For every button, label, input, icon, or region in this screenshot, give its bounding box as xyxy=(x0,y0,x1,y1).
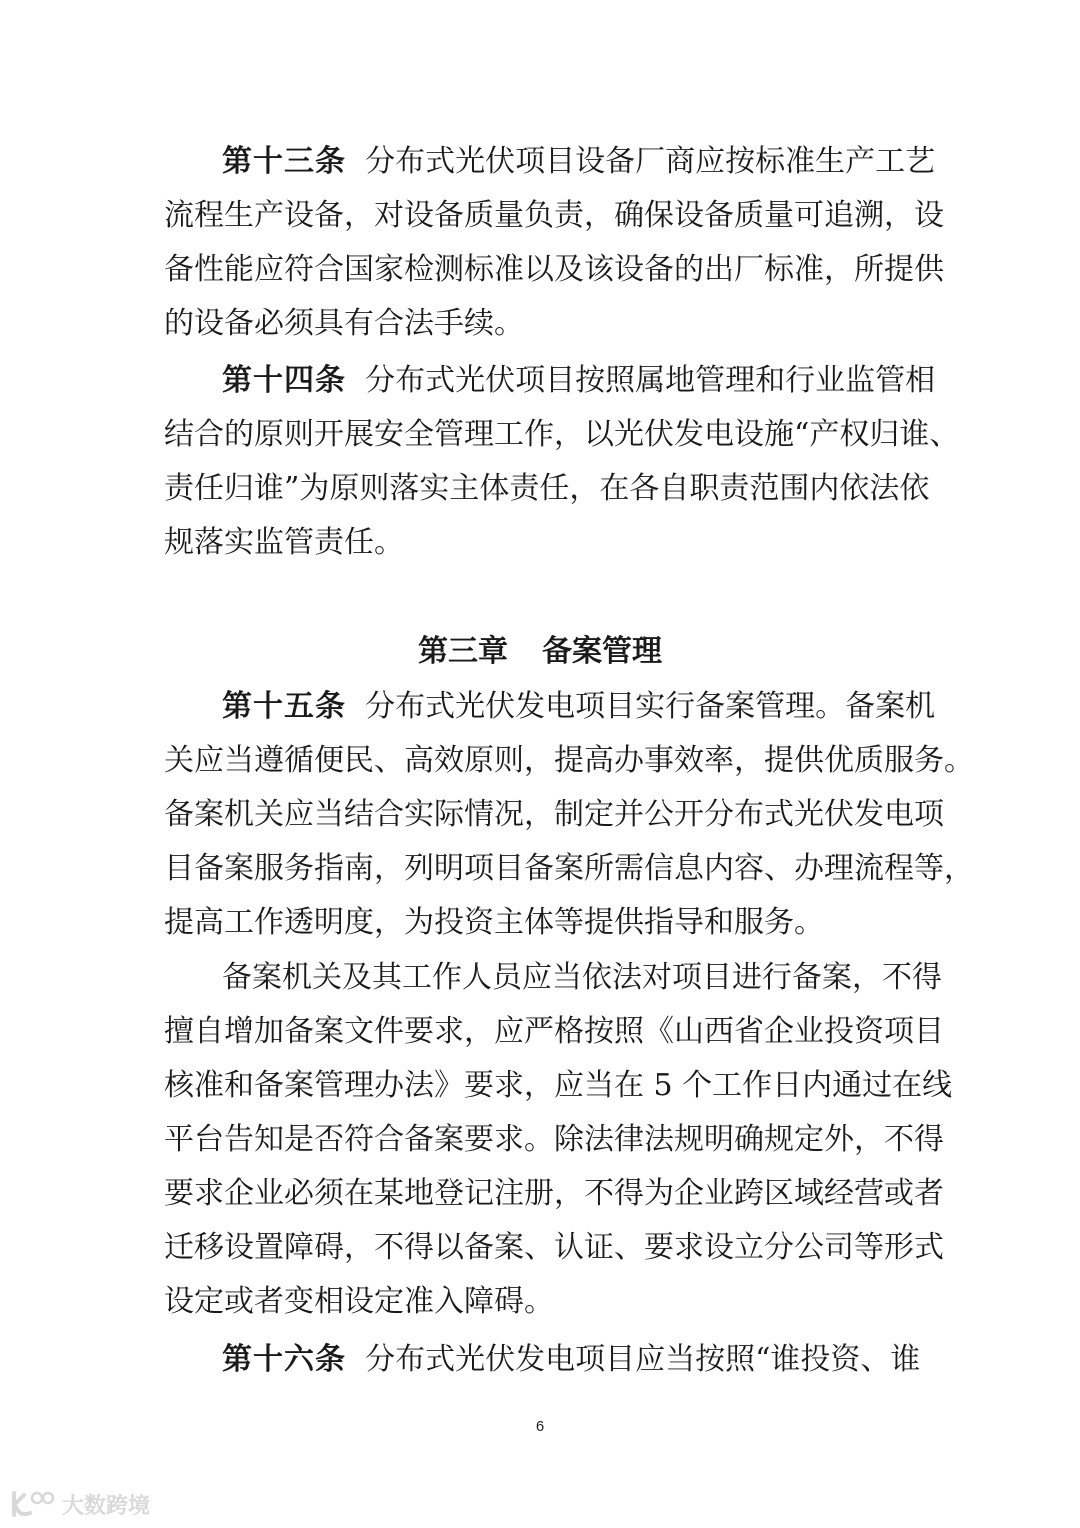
chapter-title: 备案管理 xyxy=(542,634,662,669)
article-15-text: 分布式光伏发电项目实行备案管理。备案机 xyxy=(365,689,936,724)
article-16-text: 分布式光伏发电项目应当按照“谁投资、谁 xyxy=(365,1342,921,1377)
chapter-number: 第三章 xyxy=(418,634,508,669)
article-16-title: 第十六条 xyxy=(222,1342,346,1377)
article-14-line-2: 结合的原则开展安全管理工作，以光伏发电设施“产权归谁、 xyxy=(164,417,960,452)
article-15-title: 第十五条 xyxy=(222,689,346,724)
article-14-title: 第十四条 xyxy=(222,363,346,398)
article-15-para2-line-1: 备案机关及其工作人员应当依法对项目进行备案，不得 xyxy=(222,960,942,995)
article-14-line-1 xyxy=(222,361,936,401)
article-15-line-4: 目备案服务指南，列明项目备案所需信息内容、办理流程等， xyxy=(164,851,974,886)
watermark-text: 大数跨境 xyxy=(62,1493,151,1519)
article-15-para2-line-5: 要求企业必须在某地登记注册，不得为企业跨区域经营或者 xyxy=(164,1176,944,1211)
article-15-line-5: 提高工作透明度，为投资主体等提供指导和服务。 xyxy=(164,905,824,940)
article-14-text: 分布式光伏项目按照属地管理和行业监管相 xyxy=(365,363,936,398)
article-15-para2-line-2: 擅自增加备案文件要求，应严格按照《山西省企业投资项目 xyxy=(164,1014,944,1049)
chapter-heading xyxy=(0,632,1080,672)
article-15-para2-line-6: 迁移设置障碍，不得以备案、认证、要求设立分公司等形式 xyxy=(164,1230,944,1265)
article-15-para2-line-3: 核准和备案管理办法》要求，应当在 5 个工作日内通过在线 xyxy=(164,1068,953,1103)
article-15-para2-line-4: 平台告知是否符合备案要求。除法律法规明确规定外，不得 xyxy=(164,1122,944,1157)
k100-logo-icon xyxy=(10,1489,56,1519)
watermark xyxy=(10,1488,150,1520)
page-number: 6 xyxy=(535,1418,545,1435)
article-14-line-4: 规落实监管责任。 xyxy=(164,525,404,560)
article-16-line-1 xyxy=(222,1340,921,1380)
article-13-line-2: 流程生产设备，对设备质量负责，确保设备质量可追溯，设 xyxy=(164,198,944,233)
article-13-line-4: 的设备必须具有合法手续。 xyxy=(164,306,524,341)
article-14-line-3: 责任归谁”为原则落实主体责任，在各自职责范围内依法依 xyxy=(164,471,930,506)
article-13-text: 分布式光伏项目设备厂商应按标准生产工艺 xyxy=(365,144,936,179)
article-15-para2-line-7: 设定或者变相设定准入障碍。 xyxy=(164,1284,554,1319)
article-13-title: 第十三条 xyxy=(222,144,346,179)
article-13-line-1 xyxy=(222,142,936,182)
article-15-line-3: 备案机关应当结合实际情况，制定并公开分布式光伏发电项 xyxy=(164,797,944,832)
article-15-line-1 xyxy=(222,687,936,727)
article-15-line-2: 关应当遵循便民、高效原则，提高办事效率，提供优质服务。 xyxy=(164,743,974,778)
article-13-line-3: 备性能应符合国家检测标准以及该设备的出厂标准，所提供 xyxy=(164,252,944,287)
